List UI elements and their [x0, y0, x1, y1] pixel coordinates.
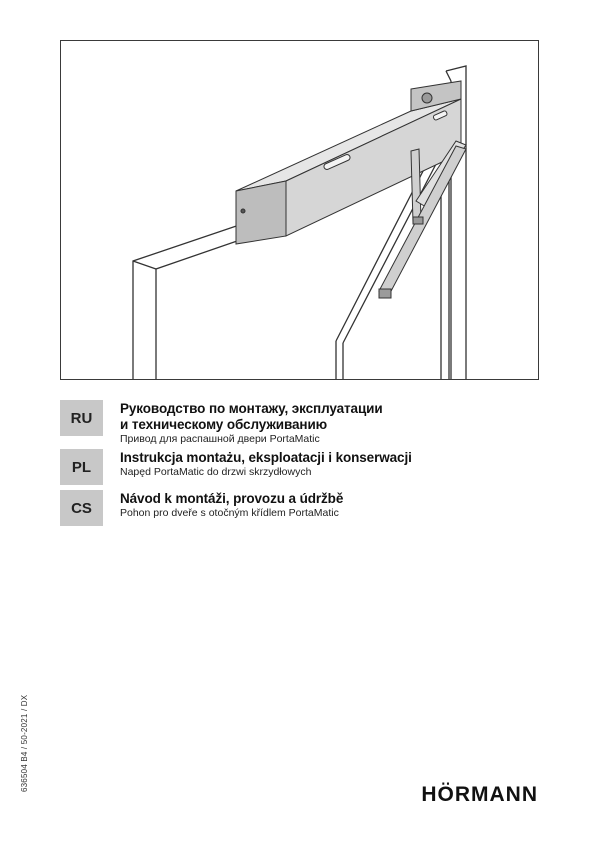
manual-subtitle: Pohon pro dveře s otočným křídlem PortaMatic	[120, 507, 339, 519]
language-row-pl	[60, 449, 540, 490]
manual-title: Návod k montáži, provozu a údržbě	[120, 491, 344, 506]
brand-logo: HÖRMANN	[421, 783, 538, 806]
language-row-cs	[60, 490, 540, 531]
document-number: 636504 B4 / 50-2021 / DX	[20, 694, 29, 792]
language-code-badge: PL	[60, 449, 103, 485]
manual-title-line2: и техническому обслуживанию	[120, 417, 328, 432]
manual-title: Instrukcja montażu, eksploatacji i konserwacji	[120, 450, 412, 465]
language-list	[60, 400, 540, 531]
language-code-badge: RU	[60, 400, 103, 436]
language-row-ru	[60, 400, 540, 445]
manual-subtitle: Привод для распашной двери PortaMatic	[120, 433, 320, 445]
door-operator-illustration	[61, 41, 539, 380]
manual-title: Руководство по монтажу, эксплуатации	[120, 401, 383, 416]
manual-subtitle: Napęd PortaMatic do drzwi skrzydłowych	[120, 466, 312, 478]
product-illustration-frame	[60, 40, 539, 380]
language-code-badge: CS	[60, 490, 103, 526]
